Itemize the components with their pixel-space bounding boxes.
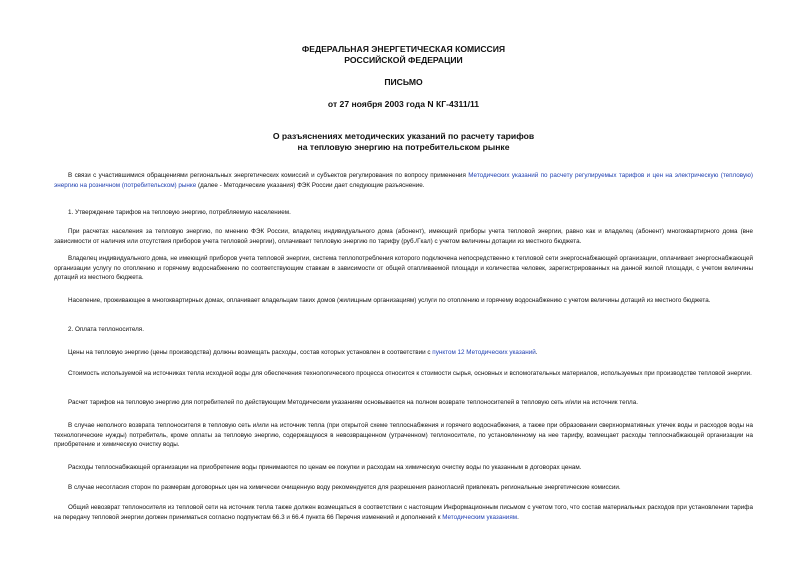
paragraph-total-non-return: [54, 503, 753, 522]
paragraph-intro: [54, 171, 753, 190]
clause-12-link[interactable]: пунктом 12 Методических указаний: [432, 349, 536, 356]
paragraph-source-water-cost: Стоимость используемой на источниках тепла исходной воды для обеспечения технологического процесса относится к стоимости сырья, основных и вспомогательных материалов, используемых при производстве тепловой энергии.: [68, 370, 752, 377]
paragraph-individual-house-meter: При расчетах населения за тепловую энергию, по мнению ФЭК России, владелец индивидуального дома (абонент), имеющий приборы учета тепловой энергии, равно как и владелец (абонент) многоквартирного дома (вне зависимости от наличия или отсутствия приборов учета тепловой энергии), оплачивает тепловую энергию по тарифу (руб./Гкал) с учетом величины дотации из местного бюджета.: [54, 228, 753, 245]
text-run: Цены на тепловую энергию (цены производства) должны возмещать расходы, состав которых установлен в соответствии с: [68, 349, 433, 356]
text-run: В связи с участившимися обращениями региональных энергетических комиссий и субъектов регулирования по вопросу применения: [68, 172, 469, 179]
paragraph-individual-house-no-meter: Владелец индивидуального дома, не имеющий приборов учета тепловой энергии, система теплопотребления которого подключена непосредственно к тепловой сети энергоснабжающей организации, оплачивает энергоснабжающей организации услугу по отоплению и горячему водоснабжению по соответствующим ставкам в зависимости от общей отапливаемой площади и количества человек, зарегистрированных на данной жилой площади, с учетом величины дотаций из местного бюджета.: [54, 255, 753, 282]
text-run: .: [535, 349, 538, 356]
text-run: Общий невозврат теплоносителя из тепловой сети на источник тепла также должен возмещаться в соответствии с настоящим Информационным письмом с учетом того, что состав материальных расходов при установлении тарифа на передачу тепловой энергии должен приниматься согласно подпунктам 66.3 и 66.4 пункта 66 Перечня изменений и дополнений к: [54, 504, 753, 521]
document-type: ПИСЬМО: [384, 77, 423, 87]
section-heading-1: 1. Утверждение тарифов на тепловую энергию, потребляемую населением.: [68, 209, 291, 216]
org-name-line1: ФЕДЕРАЛЬНАЯ ЭНЕРГЕТИЧЕСКАЯ КОМИССИЯ: [301, 44, 506, 54]
text-run: .: [517, 513, 519, 521]
document-date: от 27 ноября 2003 года N КГ-4311/11: [327, 99, 480, 109]
org-name-line2: РОССИЙСКОЙ ФЕДЕРАЦИИ: [344, 55, 463, 65]
paragraph-incomplete-return: В случае неполного возврата теплоносителя в тепловую сеть и/или на источник тепла (при открытой схеме теплоснабжения и горячего водоснабжения, а также при образовании сверхнормативных утечек воды и расходов воды на технологические нужды) потребитель, кроме оплаты за тепловую энергию, содержащуюся в невозвращенном (утраченном) теплоносителе, по установленному на нее тарифу, возмещает расходы теплоснабжающей организации на приобретение и химическую очистку воды.: [54, 422, 753, 449]
methodical-guidelines-link-2[interactable]: Методическим указаниям: [442, 513, 518, 521]
paragraph-price-composition: [54, 348, 753, 358]
paragraph-apartment-buildings: Население, проживающее в многоквартирных домах, оплачивает владельцам таких домов (жилищным организациям) услуги по отоплению и горячему водоснабжению с учетом величины дотаций из местного бюджета.: [68, 297, 711, 304]
paragraph-disputes: В случае несогласия сторон по размерам договорных цен на химически очищенную воду рекомендуется для разрешения разногласий привлекать региональные энергетические комиссии.: [68, 484, 621, 491]
section-heading-2: 2. Оплата теплоносителя.: [68, 326, 144, 333]
methodical-guidelines-link[interactable]: Методических указаний по расчету регулируемых тарифов и цен на электрическую (тепловую) энергию на розничном (потребительском) рынке: [54, 172, 753, 189]
paragraph-tariff-calculation: Расчет тарифов на тепловую энергию для потребителей по действующим Методическим указаниям основывается на полном возврате теплоносителей в тепловую сеть и/или на источник тепла.: [68, 399, 638, 406]
paragraph-water-expenses: Расходы теплоснабжающей организации на приобретение воды принимаются по ценам ее покупки и расходам на химическую очистку воды по указанным в договорах ценам.: [68, 464, 582, 471]
document-title-line2: на тепловую энергию на потребительском рынке: [297, 142, 510, 152]
text-run: (далее - Методические указания) ФЭК России дает следующие разъяснение.: [196, 181, 425, 189]
document-title-line1: О разъяснениях методических указаний по расчету тарифов: [272, 131, 535, 141]
